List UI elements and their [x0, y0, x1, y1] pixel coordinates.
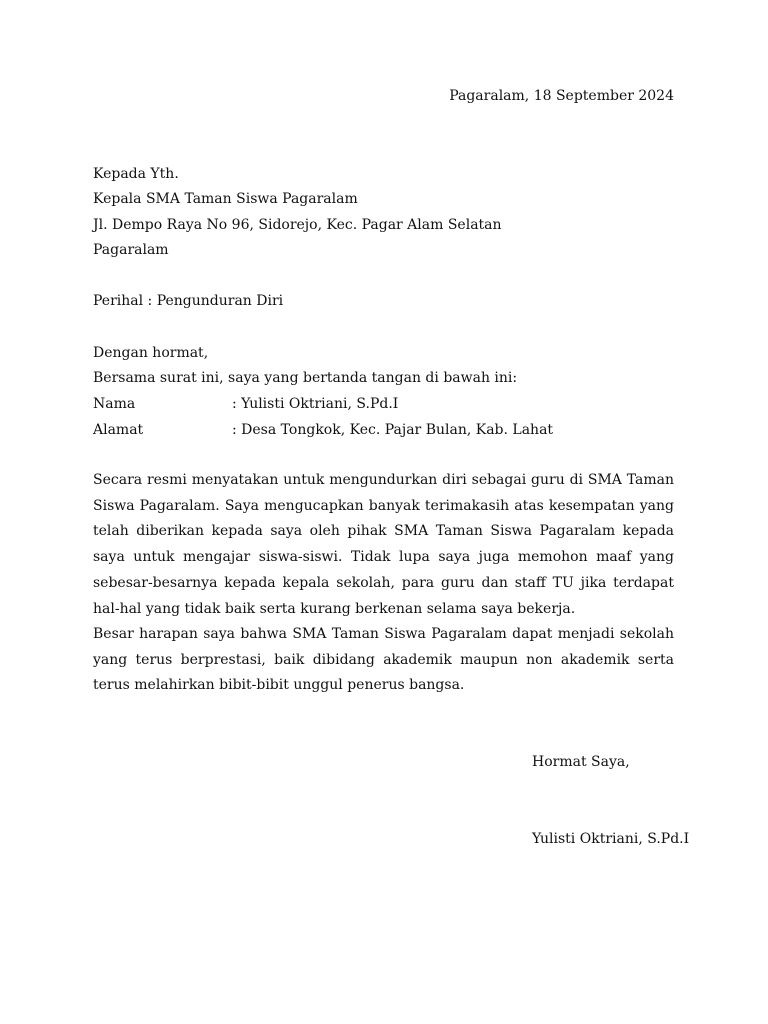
recipient-city: Pagaralam: [93, 242, 169, 258]
field-label-nama: Nama: [93, 396, 136, 412]
closing-text: Hormat Saya,: [532, 754, 630, 770]
letter-greeting: Dengan hormat,: [93, 345, 209, 361]
field-value-alamat: : Desa Tongkok, Kec. Pajar Bulan, Kab. Lahat: [232, 422, 554, 438]
field-value-nama: : Yulisti Oktriani, S.Pd.I: [232, 396, 399, 412]
body-paragraph-2: Besar harapan saya bahwa SMA Taman Siswa Pagaralam dapat menjadi sekolah yang terus berprestasi, baik dibidang akademik maupun non akademik serta terus melahirkan bibit-bibit unggul penerus bangsa.: [93, 626, 674, 694]
recipient-position: Kepala SMA Taman Siswa Pagaralam: [93, 191, 358, 207]
letter-intro: Bersama surat ini, saya yang bertanda tangan di bawah ini:: [93, 370, 518, 386]
body-paragraph-1: Secara resmi menyatakan untuk mengundurkan diri sebagai guru di SMA Taman Siswa Pagaralam. Saya mengucapkan banyak terimakasih atas kesempatan yang telah diberikan kepada saya oleh pihak SMA Taman Siswa Pagaralam kepada saya untuk mengajar siswa-siswi. Tidak lupa saya juga memohon maaf yang sebesar-besarnya kepada kepala sekolah, para guru dan staff TU jika terdapat hal-hal yang tidak baik serta kurang berkenan selama saya bekerja.: [93, 472, 674, 617]
signatory-name: Yulisti Oktriani, S.Pd.I: [532, 831, 690, 847]
field-label-alamat: Alamat: [93, 422, 144, 438]
recipient-address: Jl. Dempo Raya No 96, Sidorejo, Kec. Pagar Alam Selatan: [93, 217, 502, 233]
letter-subject: Perihal : Pengunduran Diri: [93, 293, 284, 309]
letter-date: Pagaralam, 18 September 2024: [449, 88, 674, 104]
recipient-salutation: Kepada Yth.: [93, 166, 179, 182]
